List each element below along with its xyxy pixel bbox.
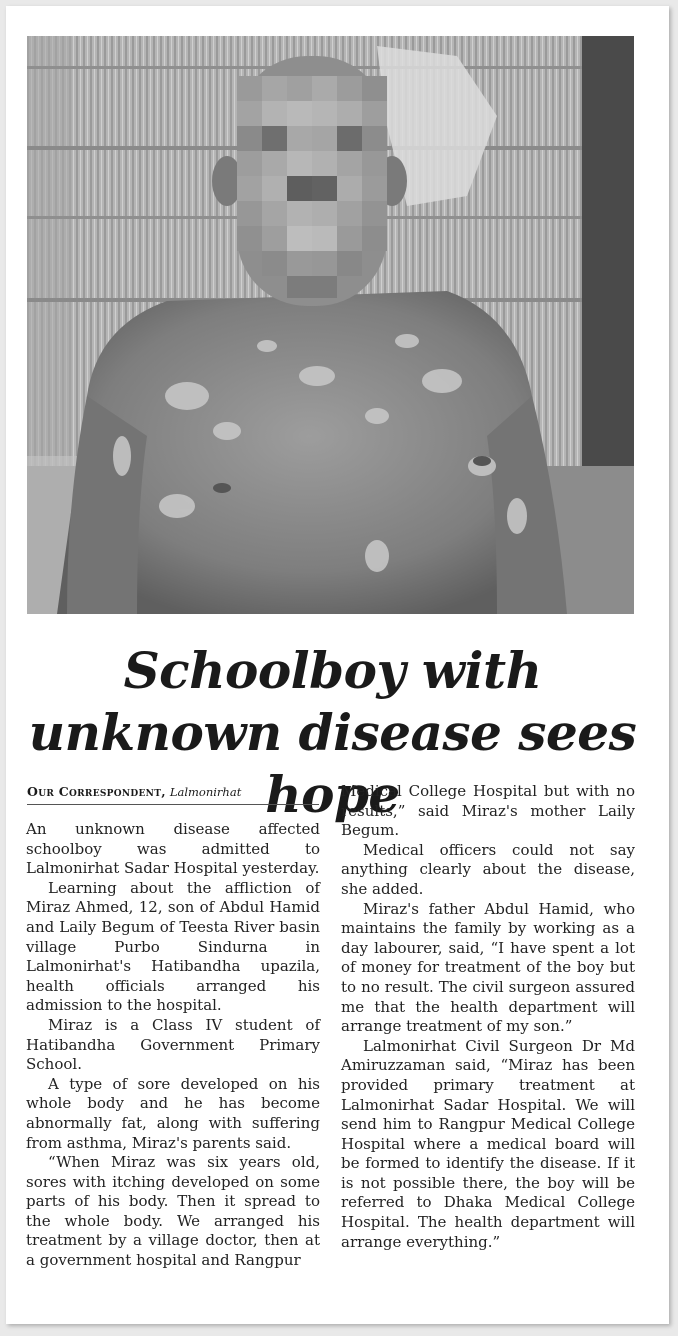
paragraph: Medical officers could not say anything clearly about the disease, she added. — [341, 840, 635, 898]
paragraph: Medical College Hospital but with no results,” said Miraz's mother Laily Begum. — [341, 782, 635, 840]
article-photo — [27, 36, 634, 614]
byline — [27, 784, 319, 805]
paragraph: An unknown disease affected schoolboy was admitted to Lalmonirhat Sadar Hospital yesterday. — [26, 820, 320, 878]
byline-correspondent: Our Correspondent, — [27, 784, 166, 799]
paragraph: A type of sore developed on his whole body and he has become abnormally fat, along with suffering from asthma, Miraz's parents said. — [26, 1074, 320, 1152]
article-column-2 — [341, 782, 635, 1252]
article-column-1 — [26, 820, 320, 1271]
paragraph: Learning about the affliction of Miraz Ahmed, 12, son of Abdul Hamid and Laily Begum of Teesta River basin village Purbo Sindurna in Lalmonirhat's Hatibandha upazila, health officials arranged his admission to the hospital. — [26, 878, 320, 1015]
byline-location: Lalmonirhat — [169, 785, 242, 799]
headline: Schoolboy with unknown disease sees hope — [28, 641, 637, 824]
paragraph: Miraz's father Abdul Hamid, who maintains the family by working as a day labourer, said, “I have spent a lot of money for treatment of the boy but to no result. The civil surgeon assured me that the health department will arrange treatment of my son.” — [341, 899, 635, 1036]
paragraph: Lalmonirhat Civil Surgeon Dr Md Amiruzzaman said, “Miraz has been provided primary treatment at Lalmonirhat Sadar Hospital. We will send him to Rangpur Medical College Hospital where a medical board will be formed to identify the disease. If it is not possible there, the boy will be referred to Dhaka Medical College Hospital. The health department will arrange everything.” — [341, 1036, 635, 1251]
paragraph: Miraz is a Class IV student of Hatibandha Government Primary School. — [26, 1015, 320, 1074]
paragraph: “When Miraz was six years old, sores with itching developed on some parts of his body. Then it spread to the whole body. We arranged his treatment by a village doctor, then at a government hospital and Rangpur — [26, 1153, 320, 1270]
